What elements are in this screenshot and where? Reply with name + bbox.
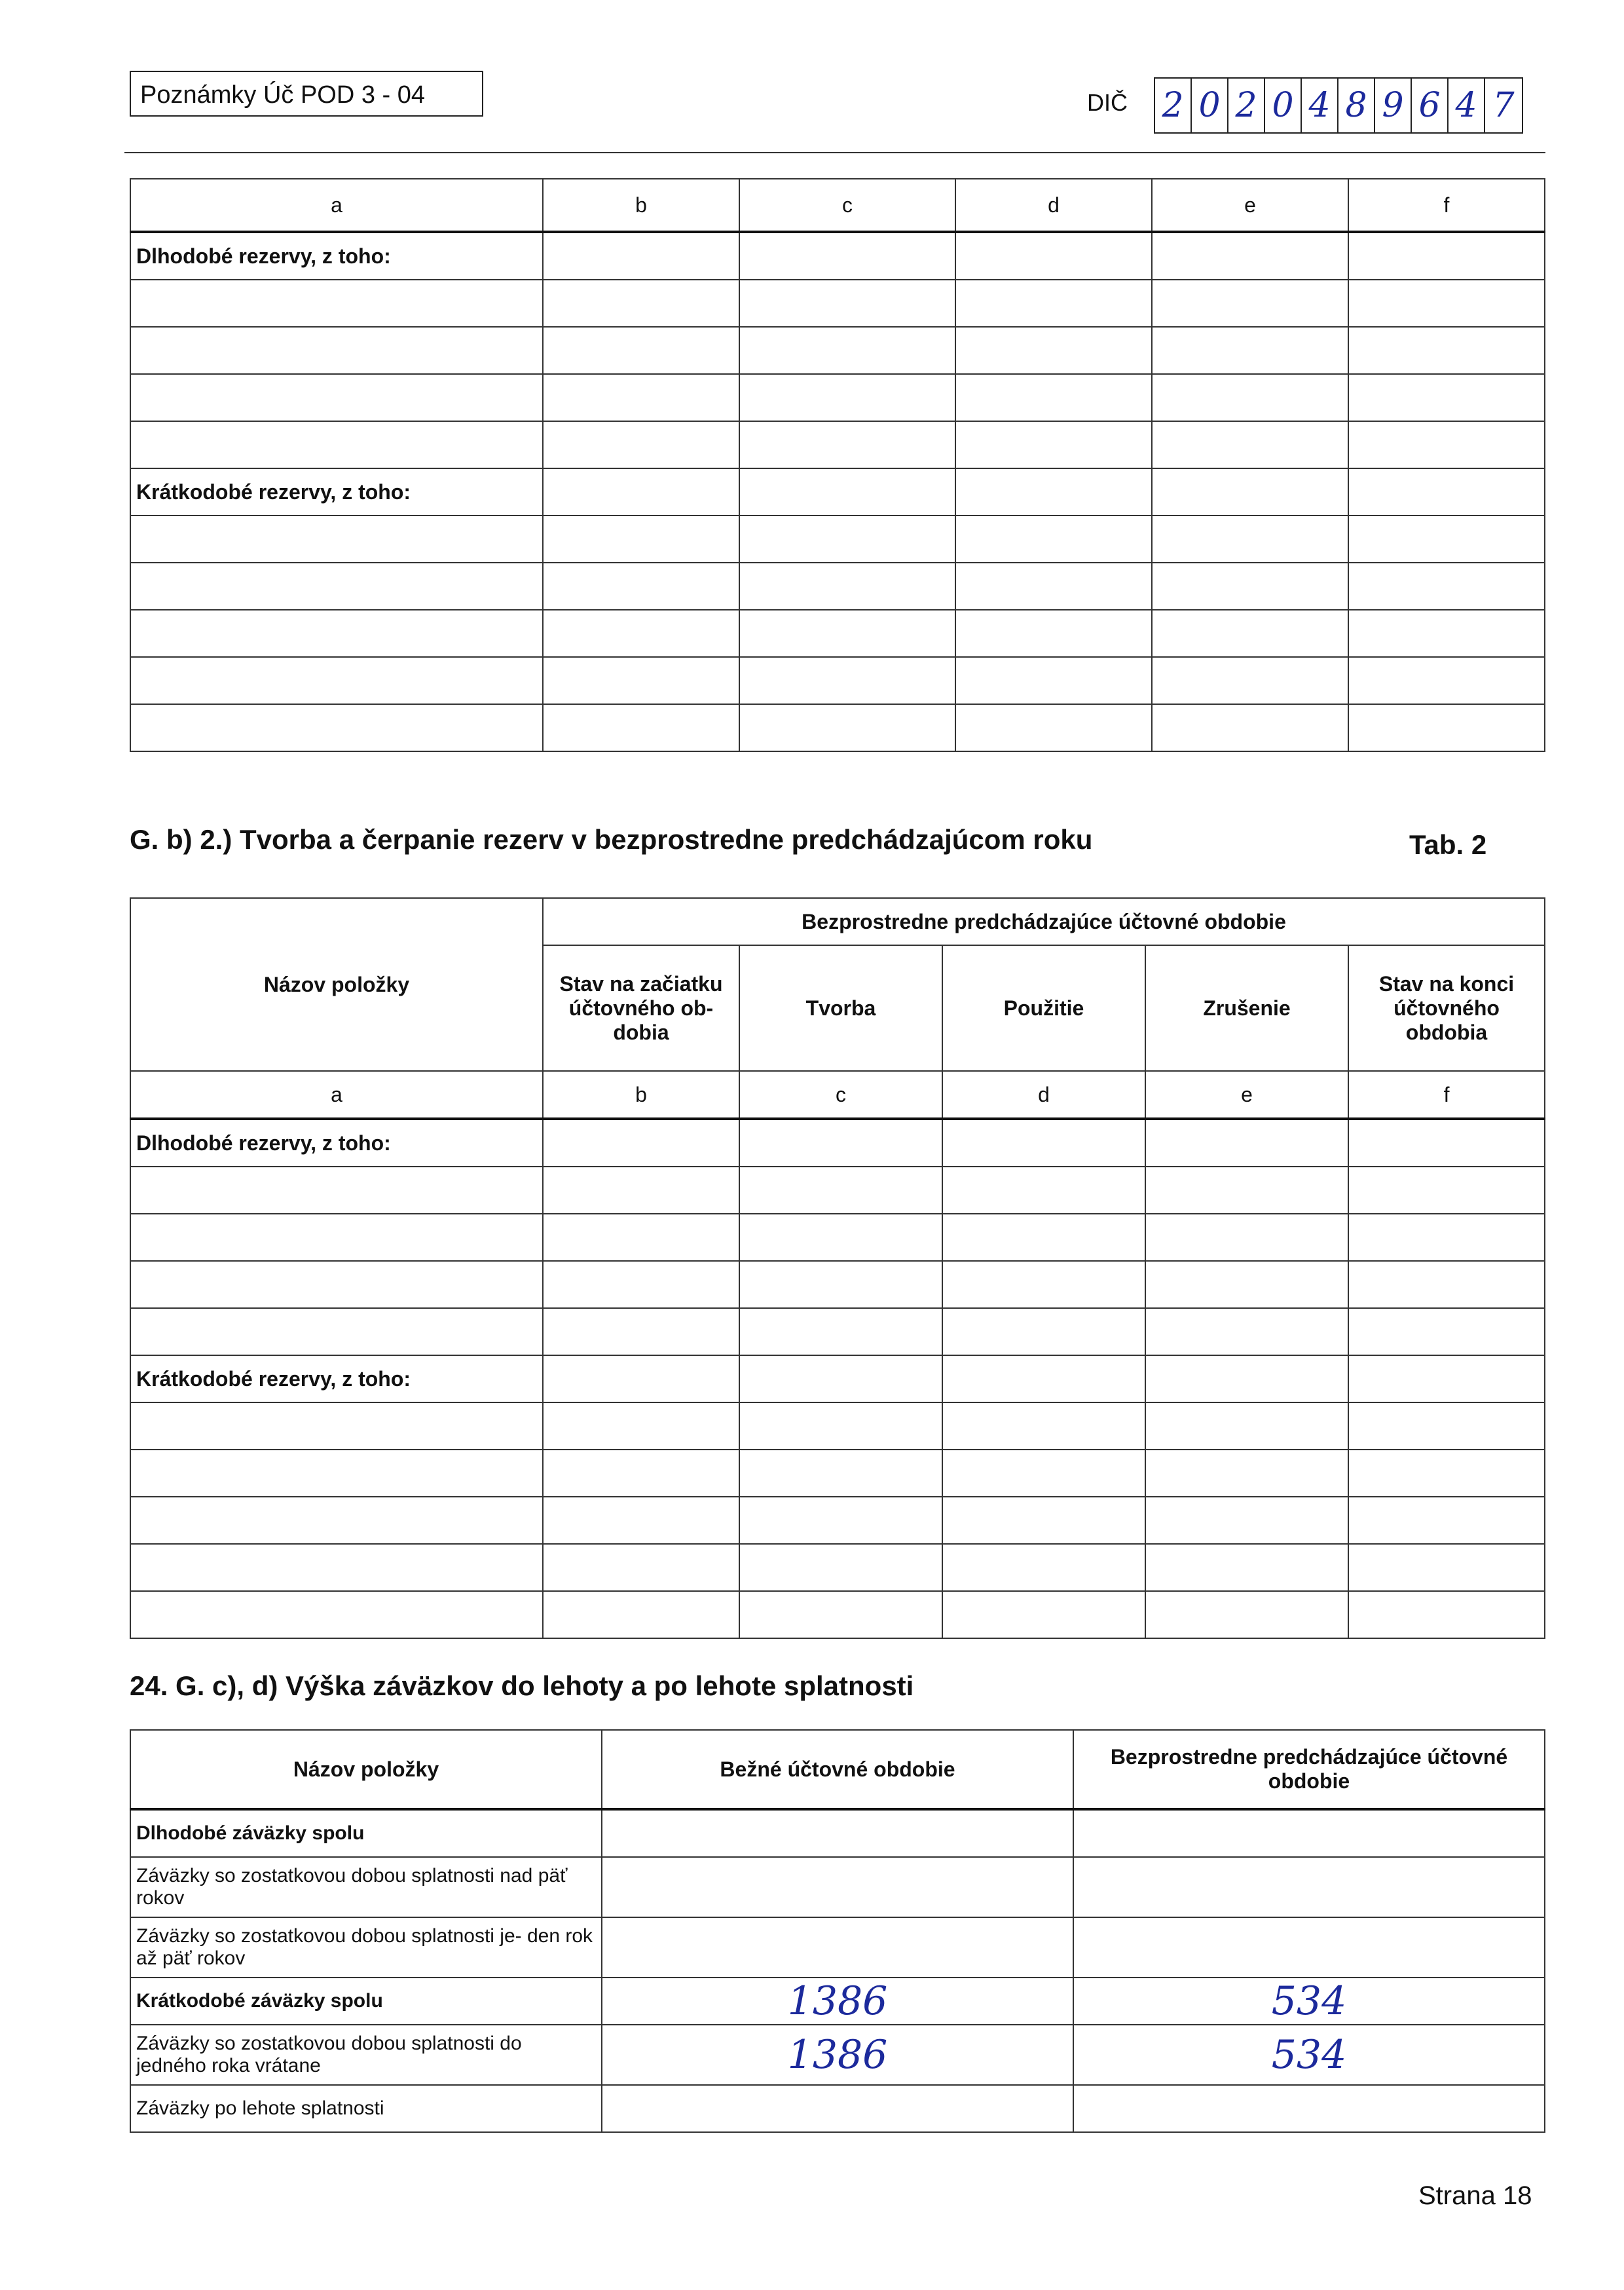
table-row	[130, 421, 1545, 468]
value-cell	[543, 610, 739, 657]
table2-tab-label: Tab. 2	[1409, 829, 1487, 860]
value-cell	[543, 657, 739, 704]
value-cell	[543, 704, 739, 751]
column-letter: a	[130, 1071, 543, 1119]
table-row	[130, 374, 1545, 421]
table-row	[130, 1857, 1545, 1917]
row-label: Krátkodobé rezervy, z toho:	[130, 468, 543, 516]
dic-digit: 4	[1449, 79, 1485, 132]
table-row	[130, 1261, 1545, 1308]
dic-digit: 2	[1155, 79, 1192, 132]
table-row	[130, 1119, 1545, 1167]
table-row	[130, 1450, 1545, 1497]
row-label	[130, 374, 543, 421]
row-label	[130, 1591, 543, 1638]
value-cell	[1145, 1119, 1348, 1167]
value-cell	[1348, 1450, 1545, 1497]
value-cell	[543, 232, 739, 280]
form-identifier: Poznámky Úč POD 3 - 04	[130, 71, 483, 117]
value-cell	[1145, 1450, 1348, 1497]
value-cell	[739, 1167, 942, 1214]
reserves-table-previous	[130, 897, 1545, 1639]
value-cell	[739, 1450, 942, 1497]
value-cell	[543, 1402, 739, 1450]
reserves-table-current	[130, 178, 1545, 752]
value-cell	[739, 1261, 942, 1308]
row-label: Dlhodobé rezervy, z toho:	[130, 232, 543, 280]
sub-header: Použitie	[942, 945, 1145, 1071]
value-cell	[1348, 1402, 1545, 1450]
row-label	[130, 1402, 543, 1450]
dic-digit: 7	[1492, 86, 1515, 125]
table3-title: 24. G. c), d) Výška záväzkov do lehoty a po lehote splatnosti	[130, 1670, 914, 1701]
table-row	[130, 2085, 1545, 2132]
value-cell	[942, 1308, 1145, 1355]
value-cell	[543, 327, 739, 374]
value-cell	[1145, 1308, 1348, 1355]
previous-value	[1073, 1917, 1545, 1978]
row-label	[130, 516, 543, 563]
row-label	[130, 1544, 543, 1591]
current-value	[602, 1917, 1073, 1978]
value-cell	[942, 1497, 1145, 1544]
value-cell	[1348, 232, 1545, 280]
value-cell	[942, 1450, 1145, 1497]
value-cell	[739, 563, 955, 610]
column-letter: d	[942, 1071, 1145, 1119]
table-row	[130, 516, 1545, 563]
value-cell	[739, 1497, 942, 1544]
row-label	[130, 563, 543, 610]
value-cell	[543, 1214, 739, 1261]
column-letter: a	[130, 179, 543, 232]
value-cell	[1348, 327, 1545, 374]
column-letter: b	[543, 179, 739, 232]
column-letter: e	[1145, 1071, 1348, 1119]
value-cell	[1348, 610, 1545, 657]
page-number: Strana 18	[1418, 2181, 1532, 2210]
value-cell	[543, 1261, 739, 1308]
row-label	[130, 1214, 543, 1261]
value-cell	[955, 421, 1152, 468]
dic-digit: 9	[1375, 79, 1412, 132]
value-cell	[543, 563, 739, 610]
value-cell	[942, 1355, 1145, 1402]
row-label: Záväzky so zostatkovou dobou splatnosti do jedného roka vrátane	[130, 2025, 602, 2085]
current-value	[602, 1809, 1073, 1857]
value-cell	[1152, 563, 1348, 610]
table-row	[130, 1167, 1545, 1214]
value-cell	[955, 657, 1152, 704]
column-letter: c	[739, 1071, 942, 1119]
row-label: Záväzky so zostatkovou dobou splatnosti nad päť rokov	[130, 1857, 602, 1917]
group-header: Bezprostredne predchádzajúce účtovné obdobie	[543, 898, 1545, 945]
value-cell	[543, 421, 739, 468]
value-cell	[1145, 1261, 1348, 1308]
value-cell	[1348, 1544, 1545, 1591]
table-row	[130, 1544, 1545, 1591]
value-cell	[1348, 563, 1545, 610]
value-cell	[1348, 704, 1545, 751]
value-cell	[1348, 1167, 1545, 1214]
liabilities-table	[130, 1729, 1545, 2133]
current-period-header: Bežné účtovné obdobie	[602, 1730, 1073, 1809]
row-label: Dlhodobé záväzky spolu	[130, 1809, 602, 1857]
table-row	[130, 1591, 1545, 1638]
column-letter: f	[1348, 1071, 1545, 1119]
value-cell	[955, 563, 1152, 610]
column-letter: b	[543, 1071, 739, 1119]
value-cell	[543, 1497, 739, 1544]
value-cell	[543, 1119, 739, 1167]
value-cell	[1152, 232, 1348, 280]
value-cell	[955, 232, 1152, 280]
value-cell	[1145, 1355, 1348, 1402]
column-letter: e	[1152, 179, 1348, 232]
value-cell	[1145, 1167, 1348, 1214]
dic-digit: 0	[1192, 79, 1228, 132]
row-label: Záväzky so zostatkovou dobou splatnosti je- den rok až päť rokov	[130, 1917, 602, 1978]
value-cell	[955, 610, 1152, 657]
row-label	[130, 1450, 543, 1497]
dic-digit: 2	[1228, 79, 1265, 132]
column-letter: d	[955, 179, 1152, 232]
value-cell	[1348, 421, 1545, 468]
row-label: Krátkodobé záväzky spolu	[130, 1978, 602, 2025]
table-row	[130, 1214, 1545, 1261]
value-cell	[1348, 1119, 1545, 1167]
value-cell	[739, 1355, 942, 1402]
table-row	[130, 232, 1545, 280]
value-cell	[543, 1308, 739, 1355]
value-cell	[1348, 516, 1545, 563]
value-cell	[543, 1167, 739, 1214]
row-label	[130, 610, 543, 657]
value-cell	[1348, 1497, 1545, 1544]
value-cell	[1152, 516, 1348, 563]
header-row	[130, 1730, 1545, 1809]
value-cell	[1348, 374, 1545, 421]
row-label	[130, 1167, 543, 1214]
value-cell	[1152, 327, 1348, 374]
value-cell	[942, 1167, 1145, 1214]
value-cell	[543, 1544, 739, 1591]
value-cell	[739, 421, 955, 468]
row-label	[130, 704, 543, 751]
value-cell	[955, 468, 1152, 516]
dic-label: DIČ	[1087, 89, 1128, 116]
table-row	[130, 563, 1545, 610]
value-cell	[739, 1591, 942, 1638]
value-cell	[942, 1119, 1145, 1167]
value-cell	[955, 704, 1152, 751]
value-cell	[942, 1214, 1145, 1261]
column-letter: c	[739, 179, 955, 232]
sub-header: Tvorba	[739, 945, 942, 1071]
value-cell	[1348, 468, 1545, 516]
value-cell	[942, 1261, 1145, 1308]
previous-value: 534	[1073, 1978, 1545, 2025]
table-row	[130, 1978, 1545, 2025]
value-cell	[1348, 1261, 1545, 1308]
row-label	[130, 1497, 543, 1544]
row-label: Záväzky po lehote splatnosti	[130, 2085, 602, 2132]
table-row	[130, 657, 1545, 704]
value-cell	[1348, 1355, 1545, 1402]
name-header: Názov položky	[130, 1730, 602, 1809]
value-cell	[543, 516, 739, 563]
value-cell	[955, 327, 1152, 374]
value-cell	[543, 1450, 739, 1497]
value-cell	[739, 704, 955, 751]
value-cell	[739, 516, 955, 563]
dic-digit: 4	[1302, 79, 1338, 132]
dic-digit-boxes	[1154, 77, 1523, 134]
value-cell	[739, 610, 955, 657]
value-cell	[739, 1544, 942, 1591]
header-divider	[124, 152, 1545, 153]
value-cell	[955, 374, 1152, 421]
column-letters-row	[130, 179, 1545, 232]
value-cell	[739, 232, 955, 280]
value-cell	[739, 374, 955, 421]
row-label	[130, 1308, 543, 1355]
value-cell	[1152, 280, 1348, 327]
table-row	[130, 1809, 1545, 1857]
value-cell	[739, 1119, 942, 1167]
table-row	[130, 704, 1545, 751]
previous-value	[1073, 2085, 1545, 2132]
value-cell	[1145, 1214, 1348, 1261]
column-letters-row	[130, 1071, 1545, 1119]
value-cell	[1348, 657, 1545, 704]
value-cell	[1152, 657, 1348, 704]
value-cell	[1348, 1308, 1545, 1355]
row-label	[130, 1261, 543, 1308]
value-cell	[1348, 1591, 1545, 1638]
value-cell	[739, 1402, 942, 1450]
value-cell	[739, 1214, 942, 1261]
value-cell	[1152, 468, 1348, 516]
value-cell	[543, 1355, 739, 1402]
table2-title: G. b) 2.) Tvorba a čerpanie rezerv v bezprostredne predchádzajúcom roku	[130, 824, 1093, 855]
previous-value	[1073, 1857, 1545, 1917]
previous-value: 534	[1073, 2025, 1545, 2085]
name-header: Názov položky	[130, 898, 543, 1071]
row-label: Krátkodobé rezervy, z toho:	[130, 1355, 543, 1402]
value-cell	[543, 280, 739, 327]
row-label	[130, 327, 543, 374]
value-cell	[543, 468, 739, 516]
value-cell	[1145, 1402, 1348, 1450]
table-row	[130, 610, 1545, 657]
value-cell	[1145, 1544, 1348, 1591]
sub-header: Stav na začiatku účtovného ob- dobia	[543, 945, 739, 1071]
value-cell	[1152, 610, 1348, 657]
table-row	[130, 327, 1545, 374]
previous-period-header: Bezprostredne predchádzajúce účtovné obdobie	[1073, 1730, 1545, 1809]
table-row	[130, 2025, 1545, 2085]
value-cell	[543, 1591, 739, 1638]
value-cell	[1145, 1497, 1348, 1544]
dic-digit: 8	[1338, 79, 1375, 132]
value-cell	[955, 516, 1152, 563]
table-row	[130, 1917, 1545, 1978]
value-cell	[942, 1591, 1145, 1638]
dic-digit: 0	[1265, 79, 1302, 132]
value-cell	[1152, 421, 1348, 468]
value-cell	[543, 374, 739, 421]
value-cell	[739, 280, 955, 327]
dic-digit: 6	[1412, 79, 1449, 132]
table-row	[130, 280, 1545, 327]
value-cell	[1145, 1591, 1348, 1638]
table-row	[130, 1355, 1545, 1402]
table-row	[130, 1497, 1545, 1544]
column-letter: f	[1348, 179, 1545, 232]
row-label	[130, 657, 543, 704]
value-cell	[739, 327, 955, 374]
value-cell	[942, 1544, 1145, 1591]
table-row	[130, 468, 1545, 516]
current-value	[602, 2085, 1073, 2132]
table-row	[130, 1402, 1545, 1450]
value-cell	[739, 657, 955, 704]
current-value: 1386	[602, 1978, 1073, 2025]
value-cell	[1152, 704, 1348, 751]
row-label	[130, 280, 543, 327]
value-cell	[1152, 374, 1348, 421]
value-cell	[739, 468, 955, 516]
value-cell	[955, 280, 1152, 327]
current-value: 1386	[602, 2025, 1073, 2085]
table-row	[130, 1308, 1545, 1355]
current-value	[602, 1857, 1073, 1917]
sub-header: Stav na konci účtovného obdobia	[1348, 945, 1545, 1071]
value-cell	[1348, 280, 1545, 327]
value-cell	[942, 1402, 1145, 1450]
sub-header: Zrušenie	[1145, 945, 1348, 1071]
row-label	[130, 421, 543, 468]
previous-value	[1073, 1809, 1545, 1857]
row-label: Dlhodobé rezervy, z toho:	[130, 1119, 543, 1167]
value-cell	[1348, 1214, 1545, 1261]
value-cell	[739, 1308, 942, 1355]
